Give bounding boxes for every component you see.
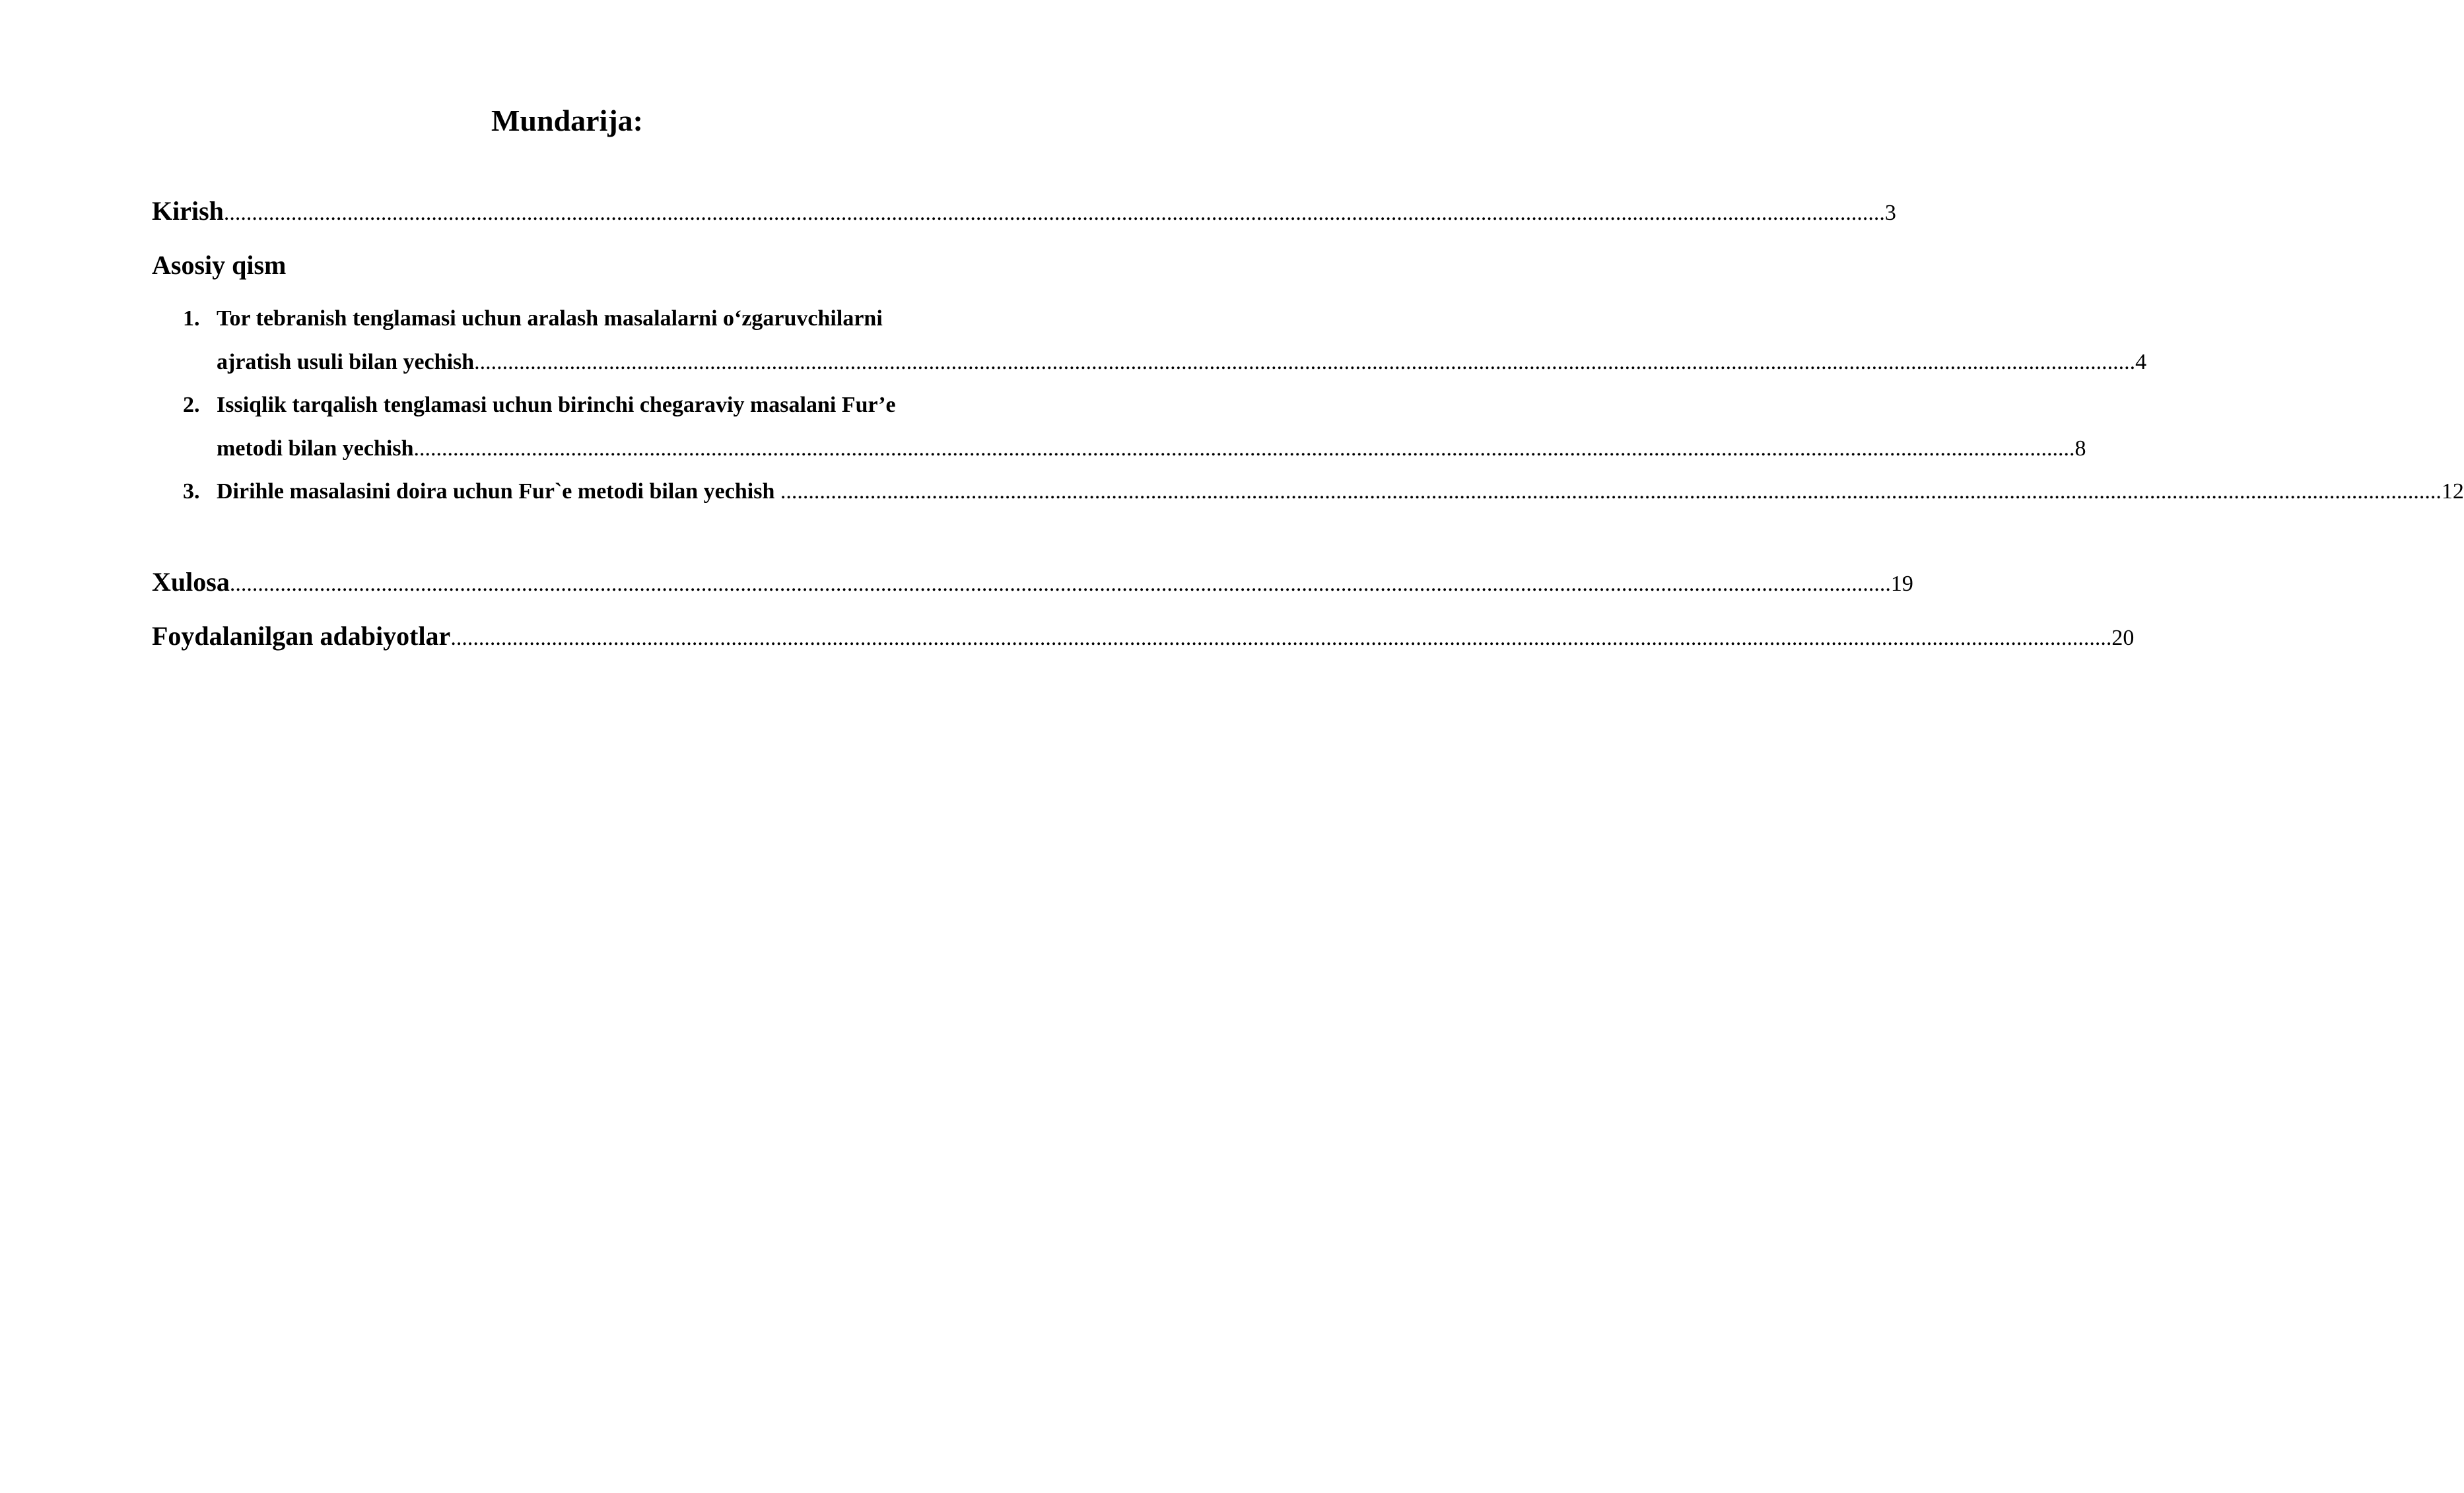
toc-item-title-line: metodi bilan yechish [217,436,414,461]
dot-leader: ........................................................................................................................................................................................................................................................................................................ [413,436,2075,461]
toc-page-number: 12 [2441,479,2464,504]
toc-entry-label: Xulosa [152,567,230,597]
toc-page-number: 20 [2111,626,2135,650]
toc-item-number: 3. [183,479,200,504]
toc-item-title-line: ajratish usuli bilan yechish [217,350,475,374]
toc-item-3-line[interactable] [217,476,2464,508]
page-title: Mundarija: [491,104,643,137]
toc-item-title-line[interactable]: Issiqlik tarqalish tenglamasi uchun birinchi chegaraviy masalani Fur’e [217,393,896,417]
toc-page-number: 8 [2074,436,2086,461]
toc-item-2-last-line[interactable] [217,433,2086,465]
toc-entry-kirish[interactable] [152,193,1896,232]
dot-leader: ........................................................................................................................................................................................................................................................................................................ [223,201,1885,225]
toc-page-number: 4 [2135,350,2147,374]
dot-leader: ........................................................................................................................................................................................................................................................................................................ [229,572,1891,596]
toc-page-number: 3 [1884,201,1896,225]
toc-page-number: 19 [1890,572,1913,596]
toc-item-number: 1. [183,306,200,331]
dot-leader: ........................................................................................................................................................................................................................................................................................................ [450,626,2112,650]
toc-item-title-line[interactable]: Tor tebranish tenglamasi uchun aralash masalalarni o‘zgaruvchilarni [217,306,883,331]
toc-item-title-line: Dirihle masalasini doira uchun Fur`e metodi bilan yechish [217,479,780,504]
toc-entry-label: Foydalanilgan adabiyotlar [152,621,451,651]
dot-leader: ........................................................................................................................................................................................................................................................................................................ [780,479,2442,504]
toc-entry-adabiyotlar[interactable] [152,618,2135,657]
toc-item-1-last-line[interactable] [217,347,2147,378]
dot-leader: ........................................................................................................................................................................................................................................................................................................ [474,350,2136,374]
toc-entry-label: Kirish [152,196,224,226]
toc-entry-xulosa[interactable] [152,564,1913,603]
toc-section-heading: Asosiy qism [152,250,287,280]
toc-item-number: 2. [183,393,200,417]
